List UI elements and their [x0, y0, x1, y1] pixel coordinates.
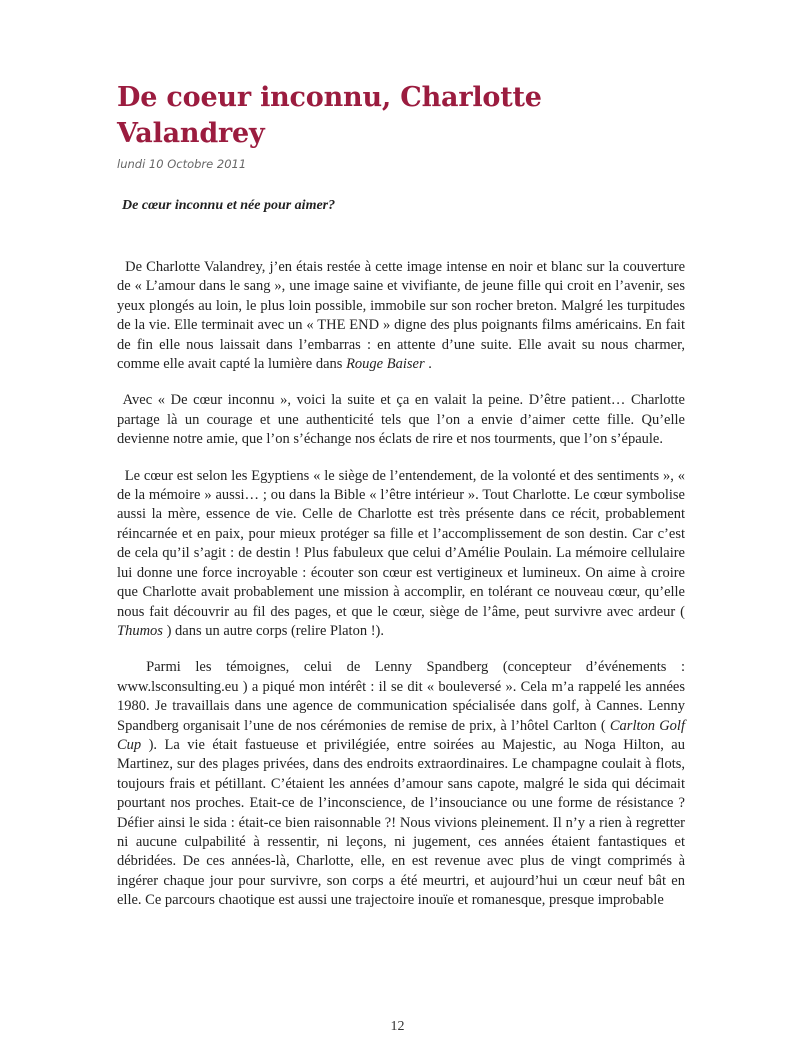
- term-thumos: Thumos: [117, 622, 163, 639]
- paragraph-text: ) dans un autre corps (relire Platon !).: [162, 622, 384, 639]
- paragraph-text: Avec « De cœur inconnu », voici la suite et ça en valait la peine. D’être patient… Charlotte partage là un courage et une authenticité tels que l’on a envie d’aimer cette fille. Qu’elle devienne notre amie, que l’on s’échange nos éclats de rire et nos tourments, que l’on s’épaule.: [117, 392, 685, 448]
- paragraph-text: Parmi les témoignes, celui de Lenny Spandberg (concepteur d’événements : www.lsconsulting.eu ) a piqué mon intérêt : il se dit « bouleversé ». Cela m’a rappelé les années 1980. Je travaillais dans une agence de communication spécialisée dans golf, à Cannes. Lenny Spandberg organisait l’une de nos cérémonies de remise de prix, à l’hôtel Carlton (: [117, 659, 685, 734]
- paragraph-4: [117, 658, 685, 910]
- page-number: 12: [390, 1019, 405, 1034]
- paragraph-2: [117, 391, 685, 449]
- paragraph-3: [117, 467, 685, 642]
- paragraph-text: De Charlotte Valandrey, j’en étais restée à cette image intense en noir et blanc sur la couverture de « L’amour dans le sang », une image saine et vivifiante, de jeune fille qui croit en l’avenir, ses yeux plongés au loin, le plus loin possible, immobile sur son rocher breton. Malgré les turpitudes de la vie. Elle terminait avec un « THE END » digne des plus poignants films américains. En fait de fin elle nous laissait dans l’embarras : en attente d’une suite. Elle avait su nous charmer, comme elle avait capté la lumière dans: [117, 259, 685, 373]
- paragraph-1: [117, 258, 685, 374]
- document-page: [117, 80, 685, 928]
- event-carlton-golf-cup: Carlton Golf Cup: [117, 717, 685, 753]
- paragraph-text: .: [424, 356, 432, 373]
- article-date: lundi 10 Octobre 2011: [117, 157, 247, 171]
- article-title: De coeur inconnu, Charlotte Valandrey: [117, 82, 542, 149]
- paragraph-text: ). La vie était fastueuse et privilégiée, entre soirées au Majestic, au Noga Hilton, au Martinez, sur des plages privées, dans des endroits extraordinaires. Le champagne coulait à flots, toujours frais et pétillant. C’étaient les années d’amour sans capote, malgré le sida qui décimait pourtant nos proches. Etait-ce de l’inconscience, de l’insouciance ou une forme de résistance ? Défier ainsi le sida : était-ce bien raisonnable ?! Nous vivions pleinement. Il n’y a rien à regretter ni aucune culpabilité à ressentir, ni leçons, ni jugement, ces années étaient fantastiques et débridées. De ces années-là, Charlotte, elle, en est revenue avec plus de vingt comprimés à ingérer chaque jour pour survivre, son corps a été meurtri, et aujourd’hui un cœur neuf bât en elle. Ce parcours chaotique est aussi une trajectoire inouïe et romanesque, presque improbable: [117, 736, 685, 909]
- paragraph-text: Le cœur est selon les Egyptiens « le siège de l’entendement, de la volonté et des sentiments », « de la mémoire » aussi… ; ou dans la Bible « l’être intérieur ». Tout Charlotte. Le cœur symbolise aussi la mère, essence de vie. Celle de Charlotte est très présente dans ce récit, probablement réincarnée et en paix, pour mieux protéger sa fille et l’accomplissement de son destin. Car c’est de cela qu’il s’agit : de destin ! Plus fabuleux que celui d’Amélie Poulain. La mémoire cellulaire lui donne une force incroyable : écouter son cœur est vertigineux et lumineux. On aime à croire que Charlotte avait probablement une mission à accomplir, en tolérant ce nouveau cœur, qu’elle nous fait découvrir au fil des pages, et que le cœur, siège de l’âme, peut survivre avec ardeur (: [117, 467, 685, 620]
- book-title-rouge-baiser: Rouge Baiser: [346, 356, 425, 373]
- article-body: [117, 258, 685, 911]
- article-subtitle: De cœur inconnu et née pour aimer?: [122, 198, 336, 213]
